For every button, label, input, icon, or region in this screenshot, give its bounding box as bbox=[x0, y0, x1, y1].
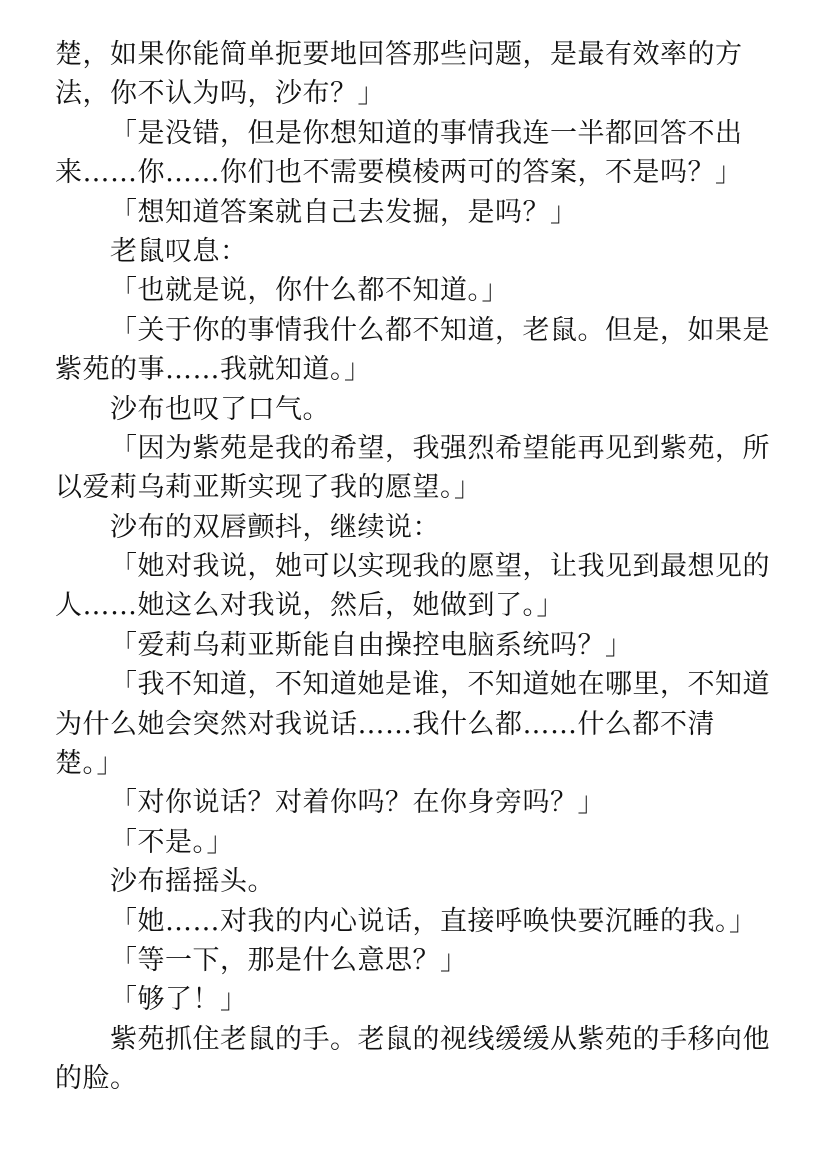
paragraph bbox=[55, 390, 800, 429]
text-line: 「因为紫苑是我的希望，我强烈希望能再见到紫苑，所 bbox=[110, 432, 770, 464]
paragraph bbox=[55, 941, 800, 980]
text-line: 「想知道答案就自己去发掘，是吗？」 bbox=[110, 196, 578, 228]
text-line: 为什么她会突然对我说话……我什么都……什么都不清 bbox=[55, 708, 715, 740]
paragraph bbox=[55, 665, 800, 783]
text-line: 「关于你的事情我什么都不知道，老鼠。但是，如果是 bbox=[110, 314, 770, 346]
paragraph bbox=[55, 311, 800, 390]
paragraph bbox=[55, 902, 800, 941]
text-line: 「她对我说，她可以实现我的愿望，让我见到最想见的 bbox=[110, 551, 770, 583]
paragraph bbox=[55, 783, 800, 822]
text-line: 法，你不认为吗，沙布？」 bbox=[55, 78, 385, 110]
text-line: 沙布也叹了口气。 bbox=[110, 393, 330, 425]
text-line: 楚。」 bbox=[55, 748, 124, 780]
text-line: 紫苑的事……我就知道。」 bbox=[55, 354, 372, 386]
text-line: 沙布摇摇头。 bbox=[110, 866, 275, 898]
text-line: 沙布的双唇颤抖，继续说： bbox=[110, 511, 440, 543]
text-line: 「爱莉乌莉亚斯能自由操控电脑系统吗？」 bbox=[110, 629, 633, 661]
paragraph bbox=[55, 429, 800, 508]
paragraph bbox=[55, 114, 800, 193]
text-line: 「也就是说，你什么都不知道。」 bbox=[110, 275, 509, 307]
text-line: 「对你说话？对着你吗？在你身旁吗？」 bbox=[110, 787, 605, 819]
paragraph bbox=[55, 547, 800, 626]
paragraph bbox=[55, 193, 800, 232]
text-line: 「等一下，那是什么意思？」 bbox=[110, 944, 468, 976]
text-line: 人……她这么对我说，然后，她做到了。」 bbox=[55, 590, 564, 622]
text-line: 「够了！」 bbox=[110, 984, 248, 1016]
text-line: 「是没错，但是你想知道的事情我连一半都回答不出 bbox=[110, 117, 743, 149]
text-line: 「不是。」 bbox=[110, 826, 234, 858]
text-line: 来……你……你们也不需要模棱两可的答案，不是吗？」 bbox=[55, 157, 743, 189]
text-line: 的脸。 bbox=[55, 1063, 138, 1095]
text-line: 「她……对我的内心说话，直接呼唤快要沉睡的我。」 bbox=[110, 905, 757, 937]
text-line: 以爱莉乌莉亚斯实现了我的愿望。」 bbox=[55, 472, 482, 504]
paragraph bbox=[55, 232, 800, 271]
text-line: 「我不知道，不知道她是谁，不知道她在哪里，不知道 bbox=[110, 669, 770, 701]
paragraph bbox=[55, 862, 800, 901]
paragraph bbox=[55, 271, 800, 310]
text-line: 楚，如果你能简单扼要地回答那些问题，是最有效率的方 bbox=[55, 39, 743, 70]
paragraph bbox=[55, 980, 800, 1019]
paragraph bbox=[55, 1020, 800, 1099]
paragraph bbox=[55, 823, 800, 862]
body-text bbox=[55, 35, 800, 1099]
paragraph bbox=[55, 508, 800, 547]
paragraph-continued bbox=[55, 35, 800, 114]
text-line: 紫苑抓住老鼠的手。老鼠的视线缓缓从紫苑的手移向他 bbox=[110, 1023, 770, 1055]
paragraph bbox=[55, 626, 800, 665]
text-line: 老鼠叹息： bbox=[110, 235, 248, 267]
